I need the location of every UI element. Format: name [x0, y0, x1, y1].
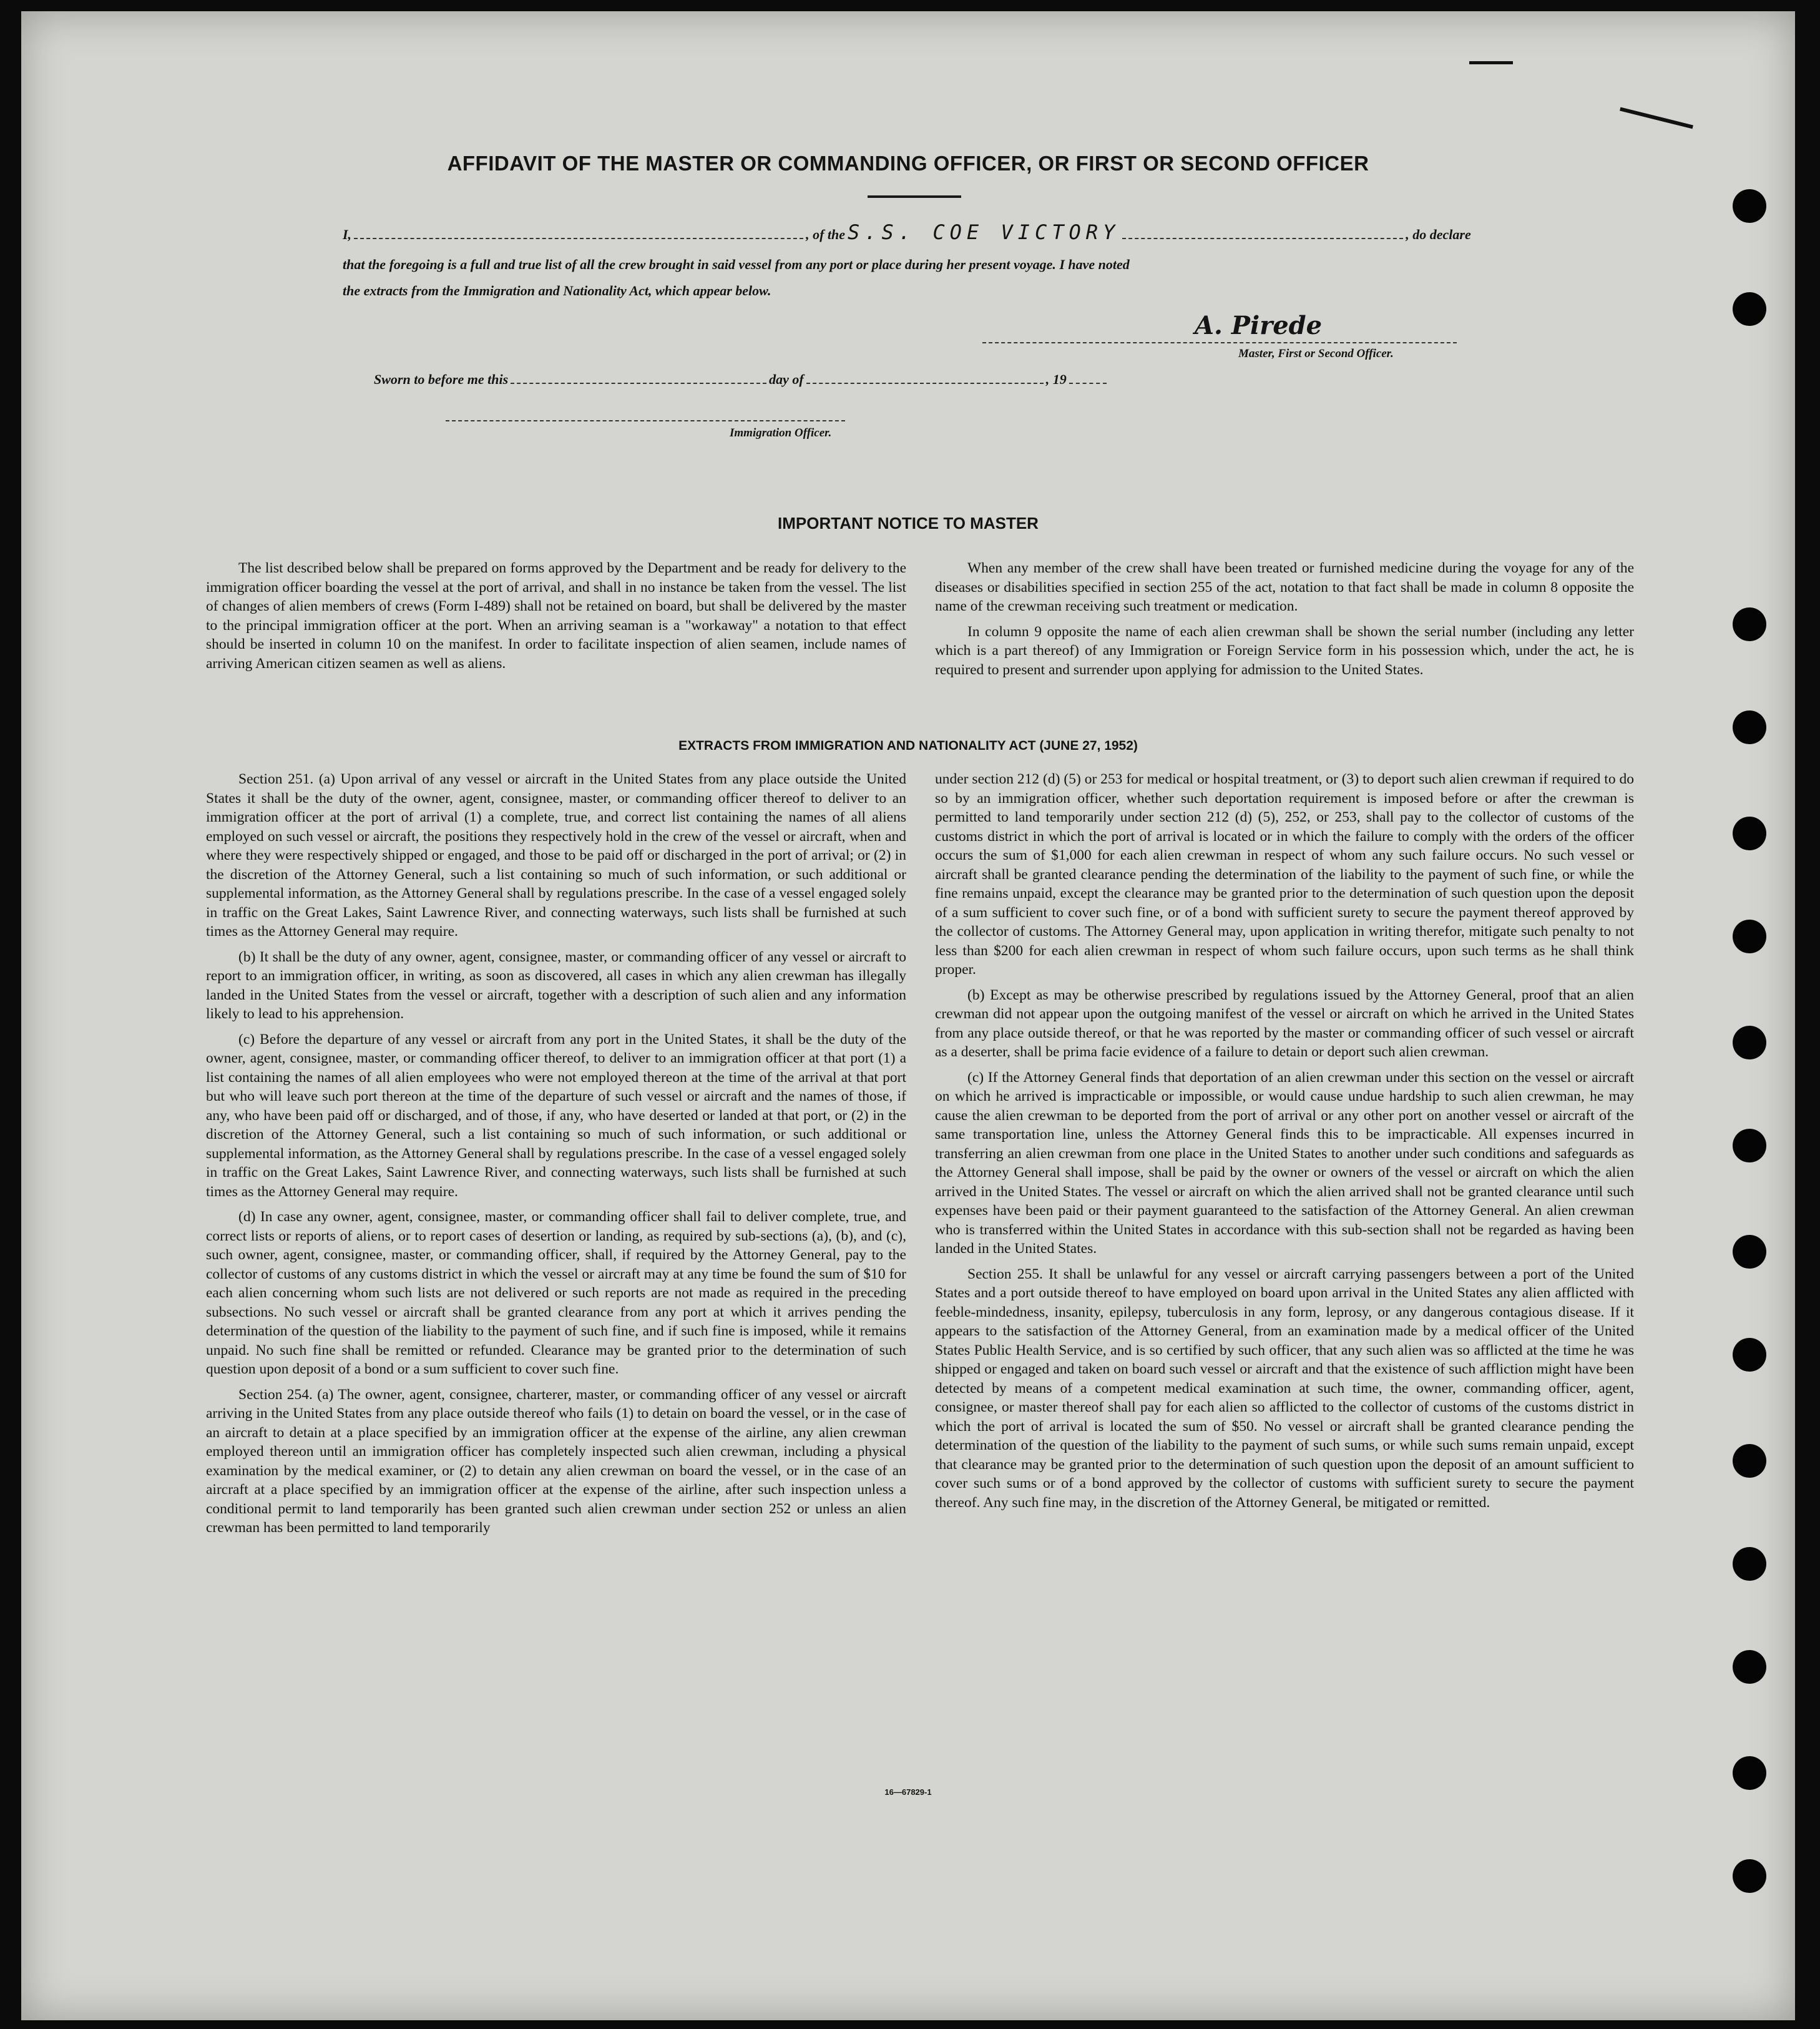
notice-right-column — [935, 559, 1634, 685]
affidavit-title: AFFIDAVIT OF THE MASTER OR COMMANDING OFFICER, OR FIRST OR SECOND OFFICER — [447, 152, 1369, 175]
form-code: 16—67829-1 — [884, 1787, 932, 1797]
sworn-month-field[interactable] — [806, 370, 1044, 384]
notice-right-text-2: In column 9 opposite the name of each alien crewman shall be shown the serial number (including any letter which is a part thereof) of any Immigration or Foreign Service form in his possession which, under the act, he is required to present and surrender upon applying for admission to the United States. — [935, 623, 1634, 678]
binder-hole — [1733, 1444, 1766, 1478]
notice-left-text: The list described below shall be prepared on forms approved by the Department and be ready for delivery to the immigration officer boarding the vessel at the port of arrival, and shall in no instance be taken from the vessel. The list of changes of alien members of crews (Form I-489) shall not be retained on board, but shall be delivered by the master to the principal immigration officer at the port. When an arriving seaman is a "workaway" a notation to that effect should be inserted in column 10 on the manifest. In order to facilitate inspection of alien seamen, include names of arriving American citizen seamen as well as aliens. — [206, 560, 906, 672]
binder-hole — [1733, 1026, 1766, 1059]
immigration-officer-caption: Immigration Officer. — [730, 426, 832, 440]
binder-hole — [1733, 1756, 1766, 1790]
binder-hole — [1733, 817, 1766, 850]
title-underline — [868, 195, 961, 198]
binder-hole — [1733, 1547, 1766, 1581]
of-the-text: , of the — [806, 227, 846, 242]
pen-mark — [1469, 61, 1513, 64]
declaration-line — [343, 220, 1504, 244]
extracts-right-column — [935, 770, 1634, 1518]
binder-hole — [1733, 920, 1766, 953]
binder-hole — [1733, 1129, 1766, 1162]
sworn-prefix: Sworn to before me this — [374, 371, 509, 387]
notice-right-text-1: When any member of the crew shall have been treated or furnished medicine during the voyage for any of the diseases or disabilities specified in section 255 of the act, notation to that fact shall be made in column 8 opposite the name of the crewman receiving such treatment or medication. — [935, 560, 1634, 614]
day-of-text: day of — [769, 371, 804, 387]
vessel-name: S.S. COE VICTORY — [848, 220, 1120, 244]
pen-mark — [1620, 107, 1693, 129]
extract-section-251c: (c) Before the departure of any vessel or aircraft from any port in the United States, it shall be the duty of the owner, agent, consignee, master, or commanding officer thereof, to deliver to an immigration officer at that port (1) a list containing the names of all alien employees who were not employed thereon at the time of the arrival at that port but who will leave such port thereon at the time of the departure of such vessel or aircraft and the names of those, if any, who have been paid off or discharged, and of those, if any, who have deserted or landed at that port, or (2) in the discretion of the Attorney General, such a list containing so much of such information, or such additional or supplemental information, as the Attorney General shall by regulations prescribe. In the case of a vessel engaged solely in traffic on the Great Lakes, Saint Lawrence River, and connecting waterways, such lists shall be furnished at such times as the Attorney General may require. — [206, 1031, 906, 1200]
extract-section-254a: Section 254. (a) The owner, agent, consignee, charterer, master, or commanding officer of any vessel or aircraft arriving in the United States from any place outside thereof who fails (1) to detain on board the vessel, or in the case of an aircraft to detain at a place specified by an immigration officer at the expense of the airline, any alien crewman employed thereon until an immigration officer has completely inspected such alien crewman, including a physical examination by the medical examiner, or (2) to detain any alien crewman on board the vessel, or in the case of an aircraft at a place specified by an immigration officer at the expense of the airline, after such inspection unless a conditional permit to land temporarily has been granted such alien crewman under section 252 or unless an alien crewman has been permitted to land temporarily — [206, 1386, 906, 1536]
binder-hole — [1733, 1650, 1766, 1684]
binder-hole — [1733, 1235, 1766, 1269]
master-signature: A. Pirede — [1195, 311, 1323, 340]
vessel-name-field[interactable] — [1122, 225, 1403, 239]
extract-section-254b: (b) Except as may be otherwise prescribed by regulations issued by the Attorney General, proof that an alien crewman did not appear upon the outgoing manifest of the vessel or aircraft on which he arrived in the United States from any place outside thereof, or that he was reported by the master or commanding officer of such vessel or aircraft as a deserter, shall be prima facie evidence of a failure to detain or deport such alien crewman. — [935, 986, 1634, 1060]
declare-prefix: I, — [343, 227, 352, 242]
do-declare-text: , do declare — [1406, 227, 1471, 242]
notice-title: IMPORTANT NOTICE TO MASTER — [778, 514, 1039, 533]
binder-hole — [1733, 1338, 1766, 1372]
document-page — [21, 11, 1795, 2020]
sworn-year-field[interactable] — [1069, 370, 1107, 384]
year-prefix: , 19 — [1045, 371, 1067, 387]
declaration-line-3: the extracts from the Immigration and Nationality Act, which appear below. — [343, 283, 771, 298]
notice-left-column — [206, 559, 906, 679]
binder-hole — [1733, 1859, 1766, 1893]
extract-section-251b: (b) It shall be the duty of any owner, agent, consignee, master, or commanding officer of any vessel or aircraft to report to an immigration officer, in writing, as soon as discovered, all cases in which any alien crewman has illegally landed in the United States from the vessel or aircraft, together with a description of such alien and any information likely to lead to his apprehension. — [206, 948, 906, 1022]
signature-caption: Master, First or Second Officer. — [1238, 347, 1394, 360]
declarant-name-field[interactable] — [354, 225, 803, 239]
extract-section-251d: (d) In case any owner, agent, consignee, master, or commanding officer shall fail to deliver complete, true, and correct lists or reports of aliens, or to report cases of desertion or landing, as required by sub-sections (a), (b), and (c), such owner, agent, consignee, master, or commanding officer, shall, if required by the Attorney General, pay to the collector of customs of any customs district in which the vessel or aircraft may at any time be found the sum of $10 for each alien concerning whom such lists are not delivered or such reports are not made as required in the preceding subsections. No such vessel or aircraft shall be granted clearance from any port at which it arrives pending the determination of the question of the liability to the payment of such fine, and if such fine is imposed, while it remains unpaid. No such fine shall be remitted or refunded. Clearance may be granted prior to the determination of such question upon deposit of a bond or a sum sufficient to cover such fine. — [206, 1209, 906, 1377]
immigration-officer-line — [446, 420, 845, 421]
extract-section-251a: Section 251. (a) Upon arrival of any vessel or aircraft in the United States from any place outside the United States it shall be the duty of the owner, agent, consignee, master, or commanding officer thereof to deliver to an immigration officer at the port of arrival (1) a complete, true, and correct list containing the names of all aliens employed on such vessel or aircraft, the positions they respectively hold in the crew of the vessel or aircraft, when and where they were respectively shipped or engaged, and those to be paid off or discharged in the port of arrival; or (2) in the discretion of the Attorney General, such a list containing so much of such information, or such additional or supplemental information, as the Attorney General shall by regulations prescribe. In the case of a vessel engaged solely in traffic on the Great Lakes, Saint Lawrence River, and connecting waterways, such lists shall be furnished at such times as the Attorney General may require. — [206, 771, 906, 940]
extract-section-254c: (c) If the Attorney General finds that deportation of an alien crewman under this section on the vessel or aircraft on which he arrived is impracticable or impossible, or would cause undue hardship to such alien crewman, he may cause the alien crewman to be deported from the port of arrival or any other port on another vessel or aircraft of the same transportation line, unless the Attorney General finds this to be impracticable. All expenses incurred in transferring an alien crewman from one place in the United States to another under such conditions and safeguards as the Attorney General shall impose, shall be paid by the owner or owners of the vessel or aircraft on which the alien arrived in the United States. The vessel or aircraft on which the alien arrived shall not be granted clearance until such expenses have been paid or their payment guaranteed to the satisfaction of the Attorney General. An alien crewman who is transferred within the United States in accordance with this sub-section shall not be regarded as having been landed in the United States. — [935, 1069, 1634, 1257]
sworn-date-field[interactable] — [511, 370, 766, 384]
signature-line — [982, 342, 1457, 343]
extract-section-255: Section 255. It shall be unlawful for any vessel or aircraft carrying passengers between a port of the United States and a port outside thereof to have employed on board upon arrival in the United States any alien afflicted with feeble-mindedness, insanity, epilepsy, tuberculosis in any form, leprosy, or any dangerous contagious disease. If it appears to the satisfaction of the Attorney General, from an examination made by a medical officer of the United States Public Health Service, and is so certified by such officer, that any such alien was so afflicted at the time he was shipped or engaged and taken on board such vessel or aircraft and that the existence of such affliction might have been detected by means of a competent medical examination at such time, the owner, commanding officer, agent, consignee, or master thereof shall pay for each alien so afflicted to the collector of customs of the customs district in which the port of arrival is located the sum of $50. No vessel or aircraft shall be granted clearance pending the determination of the question of the liability to the payment of such sums, or while such sums remain unpaid, except that clearance may be granted prior to the determination of such question upon the deposit of an amount sufficient to cover such sums or of a bond approved by the collector of customs with sufficient surety to secure the payment thereof. Any such fine may, in the discretion of the Attorney General, be mitigated or remitted. — [935, 1265, 1634, 1511]
binder-hole — [1733, 189, 1766, 223]
extract-section-254a-cont: under section 212 (d) (5) or 253 for medical or hospital treatment, or (3) to deport such alien crewman if required to do so by an immigration officer, whether such deportation requirement is imposed before or after the crewman is permitted to land temporarily under section 212 (d) (5), 252, or 253, shall pay to the collector of customs of the customs district in which the port of arrival is located or in which the failure to comply with the orders of the officer occurs the sum of $1,000 for each alien crewman in respect of whom any such failure occurs. No such vessel or aircraft shall be granted clearance pending the determination of the liability to the payment of such fine, or while the fine remains unpaid, except the clearance may be granted prior to the determination of such question upon the deposit of a sum sufficient to cover such fine, or of a bond with sufficient surety to secure the payment thereof approved by the collector of customs. The Attorney General may, upon application in writing therefor, mitigate such penalty to not less than $200 for each alien crewman in respect of whom such failure occurs, upon such terms as he shall think proper. — [935, 771, 1634, 978]
binder-hole — [1733, 292, 1766, 326]
extracts-left-column — [206, 770, 906, 1544]
declaration-line-2: that the foregoing is a full and true list of all the crew brought in said vessel from any port or place during her present voyage. I have noted — [343, 257, 1130, 272]
binder-hole — [1733, 607, 1766, 641]
sworn-line — [374, 370, 1107, 388]
extracts-title: EXTRACTS FROM IMMIGRATION AND NATIONALITY ACT (JUNE 27, 1952) — [678, 739, 1138, 753]
